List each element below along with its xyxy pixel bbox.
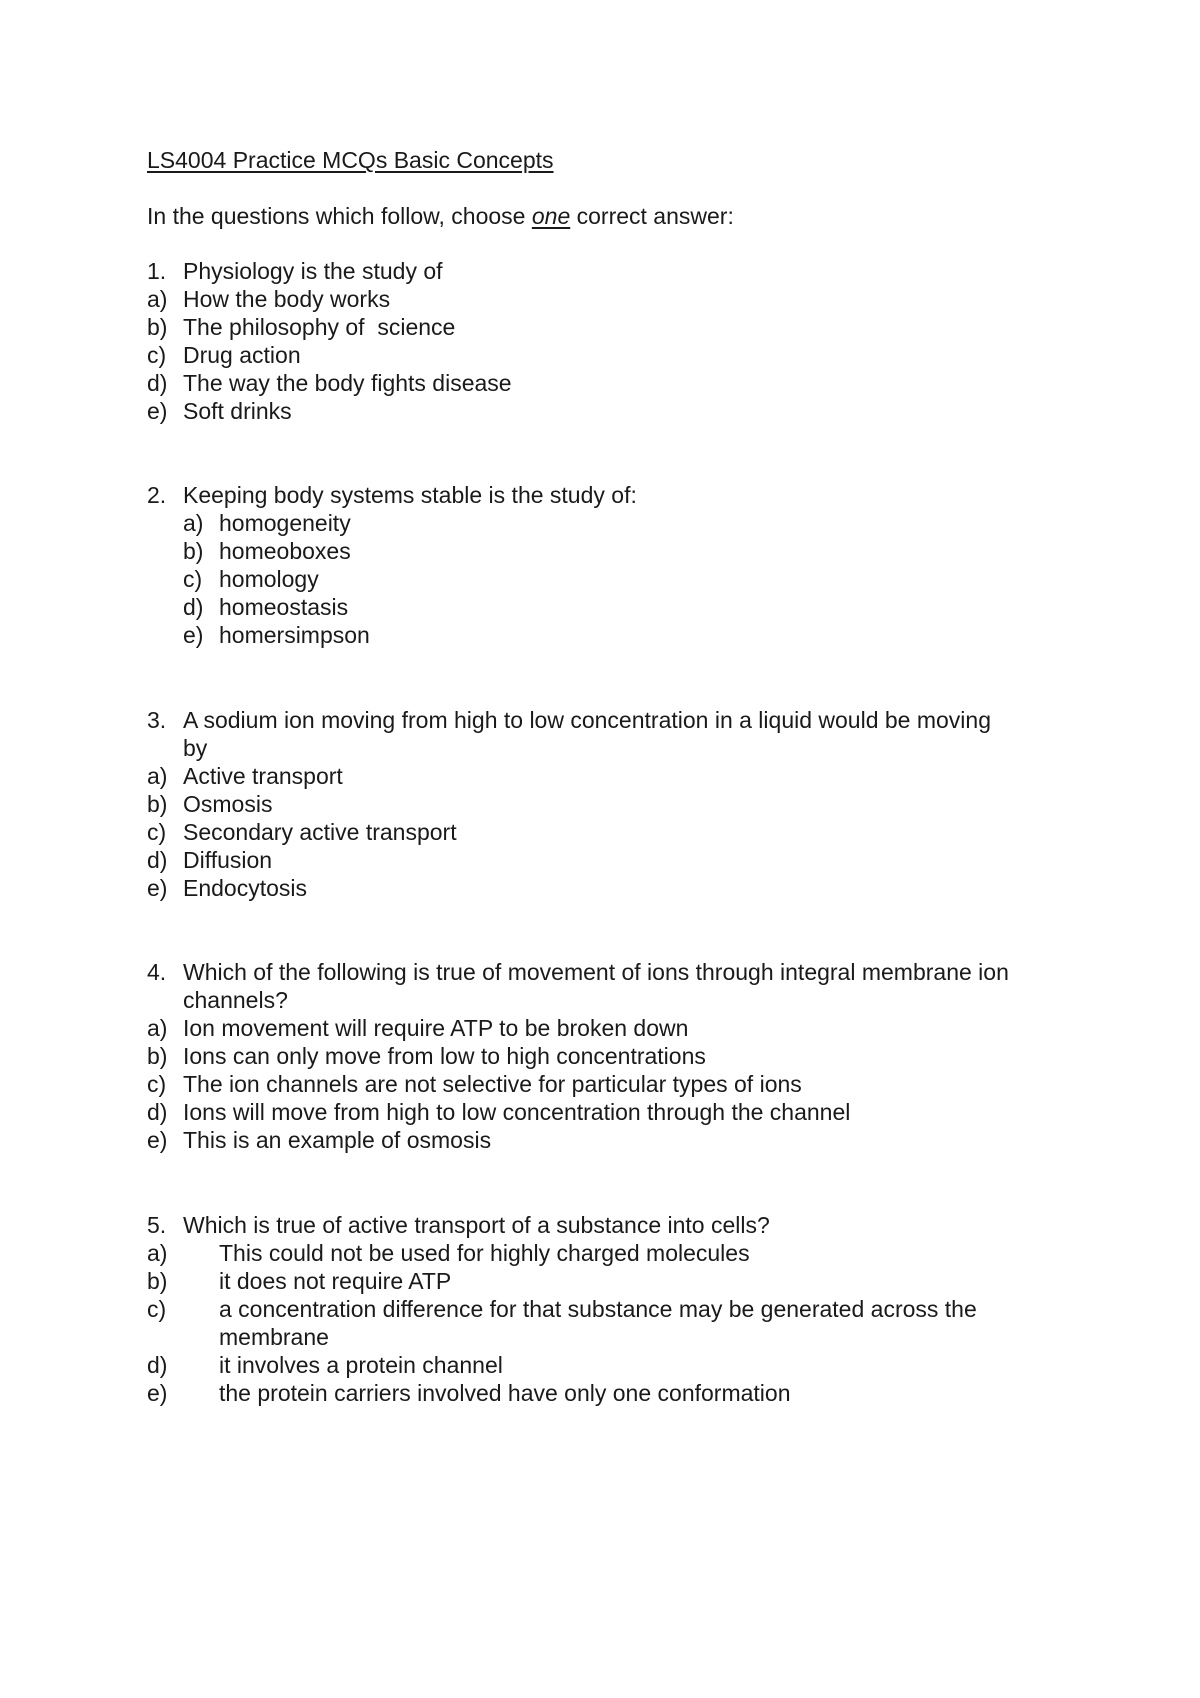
option-label: d) bbox=[147, 1099, 168, 1125]
option-text: This is an example of osmosis bbox=[183, 1127, 492, 1153]
option-text: Ion movement will require ATP to be broken down bbox=[183, 1015, 689, 1041]
option-text: homology bbox=[219, 566, 319, 592]
option-text: it involves a protein channel bbox=[219, 1352, 503, 1378]
option-text: How the body works bbox=[183, 286, 391, 312]
option-label: c) bbox=[147, 342, 167, 368]
question-number: 1. bbox=[147, 258, 167, 284]
option-label: e) bbox=[147, 1127, 168, 1153]
option-label: a) bbox=[147, 286, 168, 312]
option-label: d) bbox=[147, 370, 168, 396]
option-text: the protein carriers involved have only one conformation bbox=[219, 1380, 791, 1406]
option-label: e) bbox=[147, 875, 168, 901]
option-label: d) bbox=[183, 594, 204, 620]
option-label: c) bbox=[147, 1071, 167, 1097]
question-text: Physiology is the study of bbox=[183, 258, 443, 284]
option-label: b) bbox=[147, 1043, 168, 1069]
option-text: homogeneity bbox=[219, 510, 351, 536]
option-text: Secondary active transport bbox=[183, 819, 457, 845]
instructions bbox=[147, 202, 734, 230]
option-text: homeoboxes bbox=[219, 538, 351, 564]
option-label: e) bbox=[183, 622, 204, 648]
option-text: homeostasis bbox=[219, 594, 349, 620]
question-number: 4. bbox=[147, 959, 167, 985]
option-text: The way the body fights disease bbox=[183, 370, 512, 396]
option-text: Drug action bbox=[183, 342, 301, 368]
option-label: e) bbox=[147, 398, 168, 424]
option-label: c) bbox=[147, 819, 167, 845]
question-text: Keeping body systems stable is the study of: bbox=[183, 482, 637, 508]
option-text: homersimpson bbox=[219, 622, 370, 648]
question-text: A sodium ion moving from high to low concentration in a liquid would be moving bbox=[183, 707, 991, 733]
option-text: This could not be used for highly charged molecules bbox=[219, 1240, 750, 1266]
question-text-continued: by bbox=[183, 735, 208, 761]
option-label: a) bbox=[183, 510, 204, 536]
option-label: a) bbox=[147, 1240, 168, 1266]
option-text-continued: membrane bbox=[219, 1324, 329, 1350]
option-text: Diffusion bbox=[183, 847, 273, 873]
option-label: c) bbox=[183, 566, 203, 592]
option-text: Soft drinks bbox=[183, 398, 292, 424]
option-label: a) bbox=[147, 1015, 168, 1041]
question-text: Which of the following is true of movement of ions through integral membrane ion bbox=[183, 959, 1009, 985]
option-label: b) bbox=[147, 1268, 168, 1294]
instructions-emphasis: one bbox=[531, 203, 571, 229]
option-text: Osmosis bbox=[183, 791, 273, 817]
document-title: LS4004 Practice MCQs Basic Concepts bbox=[147, 147, 554, 173]
option-label: a) bbox=[147, 763, 168, 789]
option-text: a concentration difference for that substance may be generated across the bbox=[219, 1296, 977, 1322]
question-text: Which is true of active transport of a substance into cells? bbox=[183, 1212, 770, 1238]
option-label: e) bbox=[147, 1380, 168, 1406]
option-label: b) bbox=[147, 314, 168, 340]
question-text-continued: channels? bbox=[183, 987, 288, 1013]
option-label: d) bbox=[147, 847, 168, 873]
question-number: 5. bbox=[147, 1212, 167, 1238]
option-text: it does not require ATP bbox=[219, 1268, 452, 1294]
option-text: Ions will move from high to low concentration through the channel bbox=[183, 1099, 851, 1125]
instructions-before: In the questions which follow, choose bbox=[147, 203, 532, 229]
instructions-after: correct answer: bbox=[570, 203, 734, 229]
option-text: The philosophy of science bbox=[183, 314, 456, 340]
option-text: Endocytosis bbox=[183, 875, 308, 901]
option-label: c) bbox=[147, 1296, 167, 1322]
option-text: The ion channels are not selective for particular types of ions bbox=[183, 1071, 802, 1097]
option-text: Active transport bbox=[183, 763, 343, 789]
option-label: b) bbox=[147, 791, 168, 817]
option-text: Ions can only move from low to high concentrations bbox=[183, 1043, 706, 1069]
option-label: d) bbox=[147, 1352, 168, 1378]
option-label: b) bbox=[183, 538, 204, 564]
question-number: 2. bbox=[147, 482, 167, 508]
question-number: 3. bbox=[147, 707, 167, 733]
